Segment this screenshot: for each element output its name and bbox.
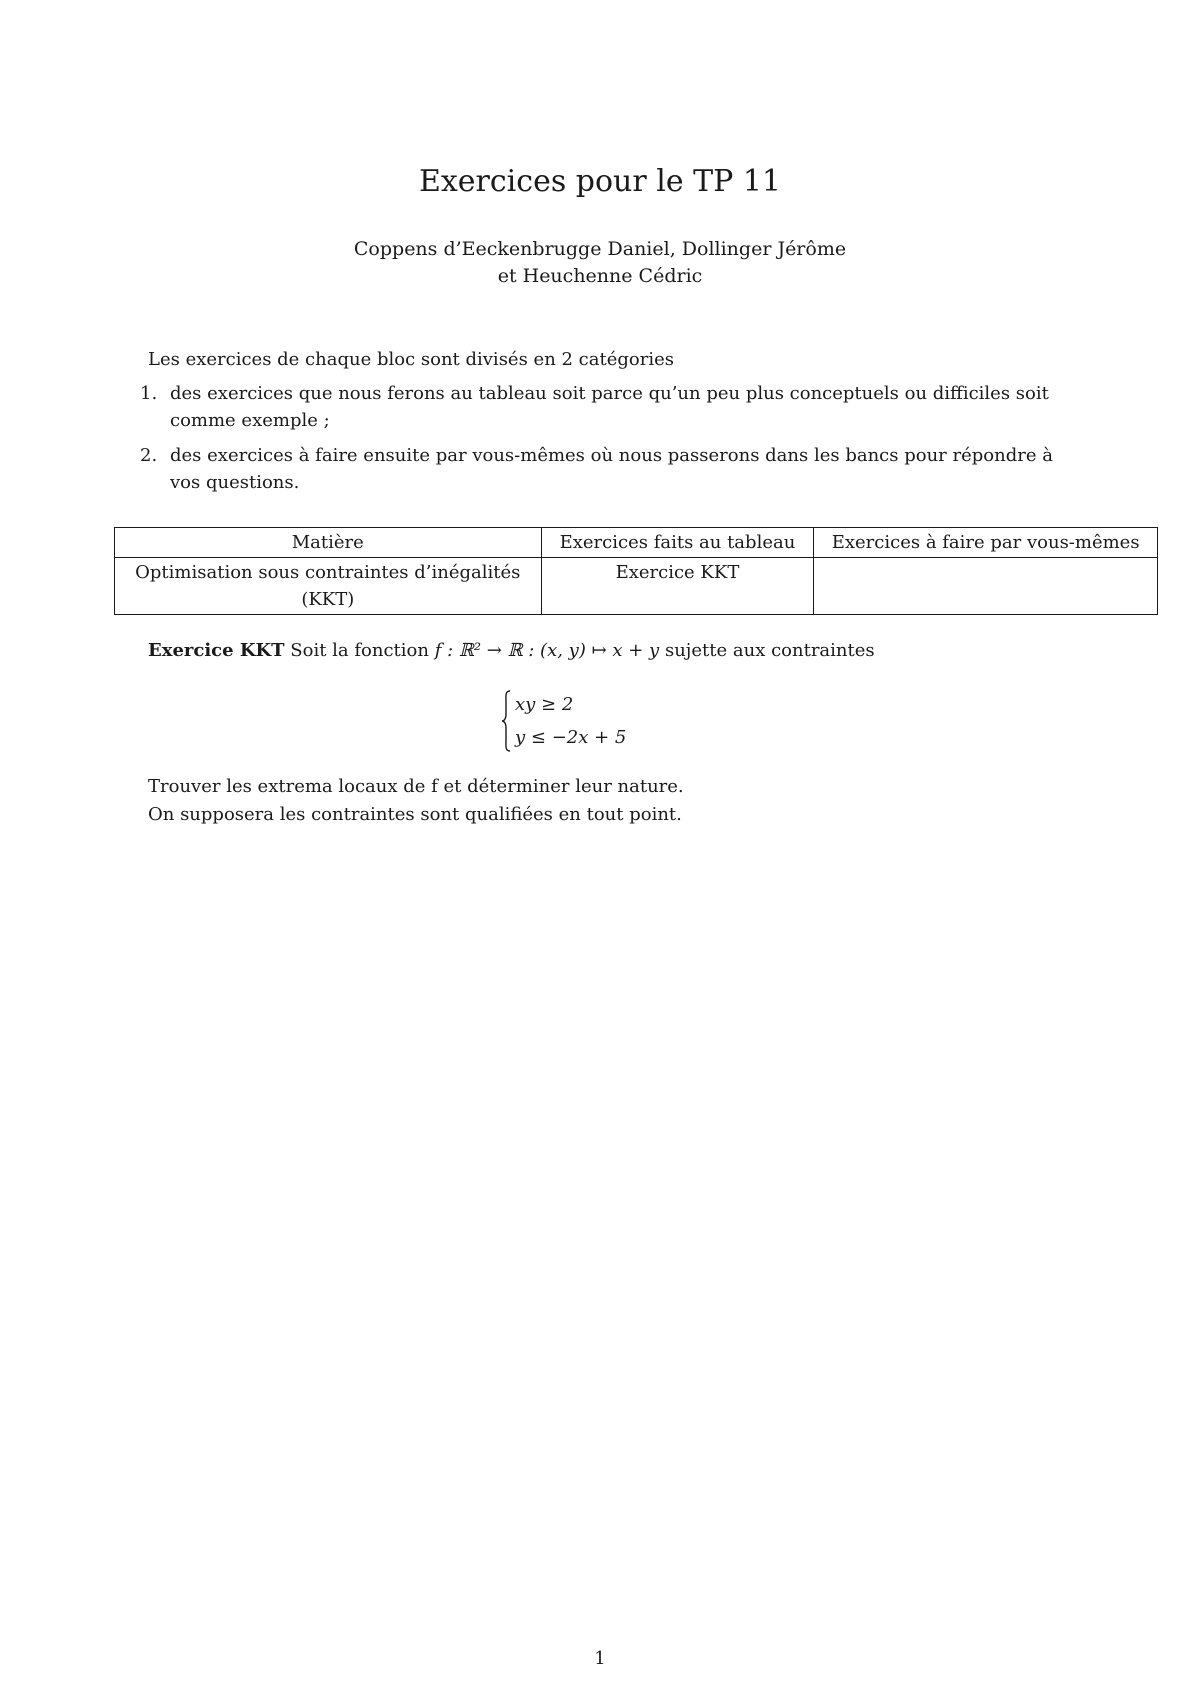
table-header-row: [115, 528, 1158, 558]
list-item-line: comme exemple ;: [170, 410, 330, 431]
cell-subject: [115, 558, 542, 615]
cell-self: [814, 558, 1158, 615]
list-item: [140, 380, 1100, 434]
list-item-line: des exercices à faire ensuite par vous-mêmes où nous passerons dans les bancs pour répondre à: [170, 445, 1053, 466]
constraint-1: xy ≥ 2: [515, 694, 574, 715]
authors-line-1: Coppens d’Eeckenbrugge Daniel, Dollinger Jérôme: [353, 238, 847, 260]
page-number: 1: [594, 1648, 606, 1669]
list-item-number: 2.: [140, 445, 158, 466]
list-item-line: vos questions.: [170, 472, 300, 493]
constraint-system: [515, 688, 626, 754]
authors-line-2: et Heuchenne Cédric: [497, 265, 703, 287]
page-title: Exercices pour le TP 11: [418, 164, 782, 199]
task-line-1: Trouver les extrema locaux de f et déterminer leur nature.: [148, 776, 684, 797]
authors: [0, 236, 1200, 290]
column-header-subject: Matière: [115, 528, 542, 558]
exercise-suffix: sujette aux contraintes: [664, 640, 875, 661]
exercise-table: [114, 527, 1158, 615]
exercise-statement: [148, 637, 875, 664]
cell-subject-line-2: (KKT): [301, 589, 355, 610]
column-header-board: Exercices faits au tableau: [541, 528, 814, 558]
intro-text: Les exercices de chaque bloc sont divisés en 2 catégories: [148, 349, 674, 370]
exercise-title: Exercice KKT: [148, 640, 285, 661]
constraint-2: y ≤ −2x + 5: [515, 727, 627, 748]
exercise-task: [148, 773, 684, 829]
exercise-function: f : ℝ² → ℝ : (x, y) ↦ x + y: [434, 640, 660, 661]
task-line-2: On supposera les contraintes sont qualifiées en tout point.: [148, 804, 682, 825]
cell-board: Exercice KKT: [541, 558, 814, 615]
cell-subject-line-1: Optimisation sous contraintes d’inégalités: [135, 562, 521, 583]
category-list: [140, 380, 1100, 504]
list-item-line: des exercices que nous ferons au tableau soit parce qu’un peu plus conceptuels ou difficiles soit: [170, 383, 1049, 404]
table-row: [115, 558, 1158, 615]
exercise-intro: Soit la fonction: [290, 640, 429, 661]
column-header-self: Exercices à faire par vous-mêmes: [814, 528, 1158, 558]
list-item-number: 1.: [140, 383, 158, 404]
left-brace-icon: [501, 690, 511, 752]
list-item: [140, 442, 1100, 496]
